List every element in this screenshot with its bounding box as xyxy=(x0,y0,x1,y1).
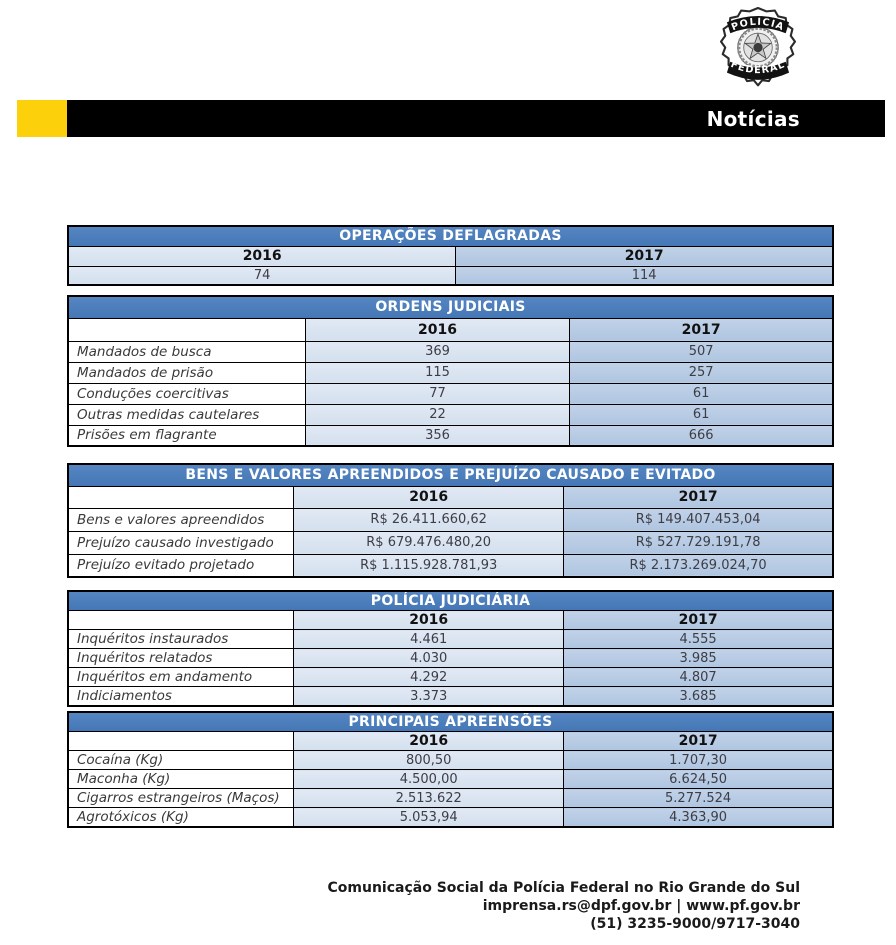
year-header-2017: 2017 xyxy=(564,611,833,630)
value-2016: 74 xyxy=(68,266,456,285)
footer-line-email-site: imprensa.rs@dpf.gov.br | www.pf.gov.br xyxy=(482,898,800,914)
table-bens-e-valores xyxy=(67,463,834,578)
empty-corner-cell xyxy=(68,732,294,751)
table-title-row xyxy=(68,591,833,611)
value-2016: 4.461 xyxy=(294,630,564,649)
table-principais-apreensoes xyxy=(67,711,834,828)
year-header-row xyxy=(68,611,833,630)
value-2017: 5.277.524 xyxy=(564,789,833,808)
table-title: ORDENS JUDICIAIS xyxy=(68,296,833,318)
value-2017: 114 xyxy=(456,266,833,285)
year-header-2016: 2016 xyxy=(294,486,564,508)
table-title: BENS E VALORES APREENDIDOS E PREJUÍZO CAUSADO E EVITADO xyxy=(68,464,833,486)
table-title-row xyxy=(68,226,833,246)
value-2017: R$ 2.173.269.024,70 xyxy=(564,554,833,577)
year-header-row xyxy=(68,732,833,751)
table-row xyxy=(68,425,833,446)
row-label: Mandados de busca xyxy=(68,341,305,362)
table-ordens-judiciais xyxy=(67,295,834,447)
value-2016: 115 xyxy=(305,362,570,383)
year-header-2017: 2017 xyxy=(564,732,833,751)
value-2017: 3.985 xyxy=(564,649,833,668)
year-header-row xyxy=(68,486,833,508)
table-operacoes-deflagradas xyxy=(67,225,834,286)
value-2016: 800,50 xyxy=(294,751,564,770)
table-title: PRINCIPAIS APREENSÕES xyxy=(68,712,833,732)
row-label: Mandados de prisão xyxy=(68,362,305,383)
year-header-2017: 2017 xyxy=(570,318,833,341)
row-label: Bens e valores apreendidos xyxy=(68,508,294,531)
row-label: Inquéritos em andamento xyxy=(68,668,294,687)
value-2016: R$ 26.411.660,62 xyxy=(294,508,564,531)
table-row xyxy=(68,383,833,404)
value-2017: 3.685 xyxy=(564,687,833,707)
footer-line-org: Comunicação Social da Polícia Federal no Rio Grande do Sul xyxy=(327,880,800,896)
news-section-title: Notícias xyxy=(706,106,800,131)
yellow-accent-block xyxy=(17,100,67,137)
policia-federal-badge-logo xyxy=(716,6,800,94)
table-row xyxy=(68,266,833,285)
row-label: Outras medidas cautelares xyxy=(68,404,305,425)
empty-corner-cell xyxy=(68,611,294,630)
row-label: Cocaína (Kg) xyxy=(68,751,294,770)
value-2016: 3.373 xyxy=(294,687,564,707)
value-2016: 356 xyxy=(305,425,570,446)
row-label: Inquéritos instaurados xyxy=(68,630,294,649)
table-row xyxy=(68,531,833,554)
table-row xyxy=(68,789,833,808)
year-header-2016: 2016 xyxy=(305,318,570,341)
table-row xyxy=(68,668,833,687)
value-2017: 257 xyxy=(570,362,833,383)
row-label: Prejuízo evitado projetado xyxy=(68,554,294,577)
table-title-row xyxy=(68,464,833,486)
value-2016: 2.513.622 xyxy=(294,789,564,808)
value-2017: 666 xyxy=(570,425,833,446)
table-title-row xyxy=(68,712,833,732)
value-2017: R$ 149.407.453,04 xyxy=(564,508,833,531)
table-row xyxy=(68,751,833,770)
value-2016: 77 xyxy=(305,383,570,404)
year-header-row xyxy=(68,246,833,266)
value-2016: 4.292 xyxy=(294,668,564,687)
row-label: Prejuízo causado investigado xyxy=(68,531,294,554)
row-label: Indiciamentos xyxy=(68,687,294,707)
footer-line-phone: (51) 3235-9000/9717-3040 xyxy=(590,916,800,932)
table-row xyxy=(68,808,833,828)
value-2017: 4.555 xyxy=(564,630,833,649)
table-title-row xyxy=(68,296,833,318)
year-header-2016: 2016 xyxy=(294,611,564,630)
value-2016: 4.030 xyxy=(294,649,564,668)
year-header-2017: 2017 xyxy=(564,486,833,508)
value-2016: 4.500,00 xyxy=(294,770,564,789)
row-label: Conduções coercitivas xyxy=(68,383,305,404)
table-row xyxy=(68,508,833,531)
value-2017: 6.624,50 xyxy=(564,770,833,789)
news-header-bar xyxy=(17,100,885,137)
footer-contact-block xyxy=(296,879,800,933)
year-header-2016: 2016 xyxy=(68,246,456,266)
value-2016: 22 xyxy=(305,404,570,425)
year-header-2016: 2016 xyxy=(294,732,564,751)
table-title: POLÍCIA JUDICIÁRIA xyxy=(68,591,833,611)
badge-top-text: POLICIA xyxy=(729,16,787,34)
value-2017: 1.707,30 xyxy=(564,751,833,770)
value-2016: 5.053,94 xyxy=(294,808,564,828)
value-2017: R$ 527.729.191,78 xyxy=(564,531,833,554)
year-header-row xyxy=(68,318,833,341)
value-2016: R$ 679.476.480,20 xyxy=(294,531,564,554)
empty-corner-cell xyxy=(68,486,294,508)
year-header-2017: 2017 xyxy=(456,246,833,266)
row-label: Agrotóxicos (Kg) xyxy=(68,808,294,828)
table-row xyxy=(68,404,833,425)
value-2016: R$ 1.115.928.781,93 xyxy=(294,554,564,577)
table-row xyxy=(68,649,833,668)
value-2017: 61 xyxy=(570,404,833,425)
value-2016: 369 xyxy=(305,341,570,362)
table-row xyxy=(68,630,833,649)
table-row xyxy=(68,341,833,362)
value-2017: 4.807 xyxy=(564,668,833,687)
badge-bottom-text: FEDERAL xyxy=(729,59,787,77)
empty-corner-cell xyxy=(68,318,305,341)
row-label: Inquéritos relatados xyxy=(68,649,294,668)
value-2017: 4.363,90 xyxy=(564,808,833,828)
table-row xyxy=(68,362,833,383)
row-label: Cigarros estrangeiros (Maços) xyxy=(68,789,294,808)
row-label: Prisões em flagrante xyxy=(68,425,305,446)
row-label: Maconha (Kg) xyxy=(68,770,294,789)
value-2017: 507 xyxy=(570,341,833,362)
table-title: OPERAÇÕES DEFLAGRADAS xyxy=(68,226,833,246)
table-policia-judiciaria xyxy=(67,590,834,707)
value-2017: 61 xyxy=(570,383,833,404)
table-row xyxy=(68,687,833,707)
table-row xyxy=(68,554,833,577)
badge-icon xyxy=(716,6,800,94)
table-row xyxy=(68,770,833,789)
